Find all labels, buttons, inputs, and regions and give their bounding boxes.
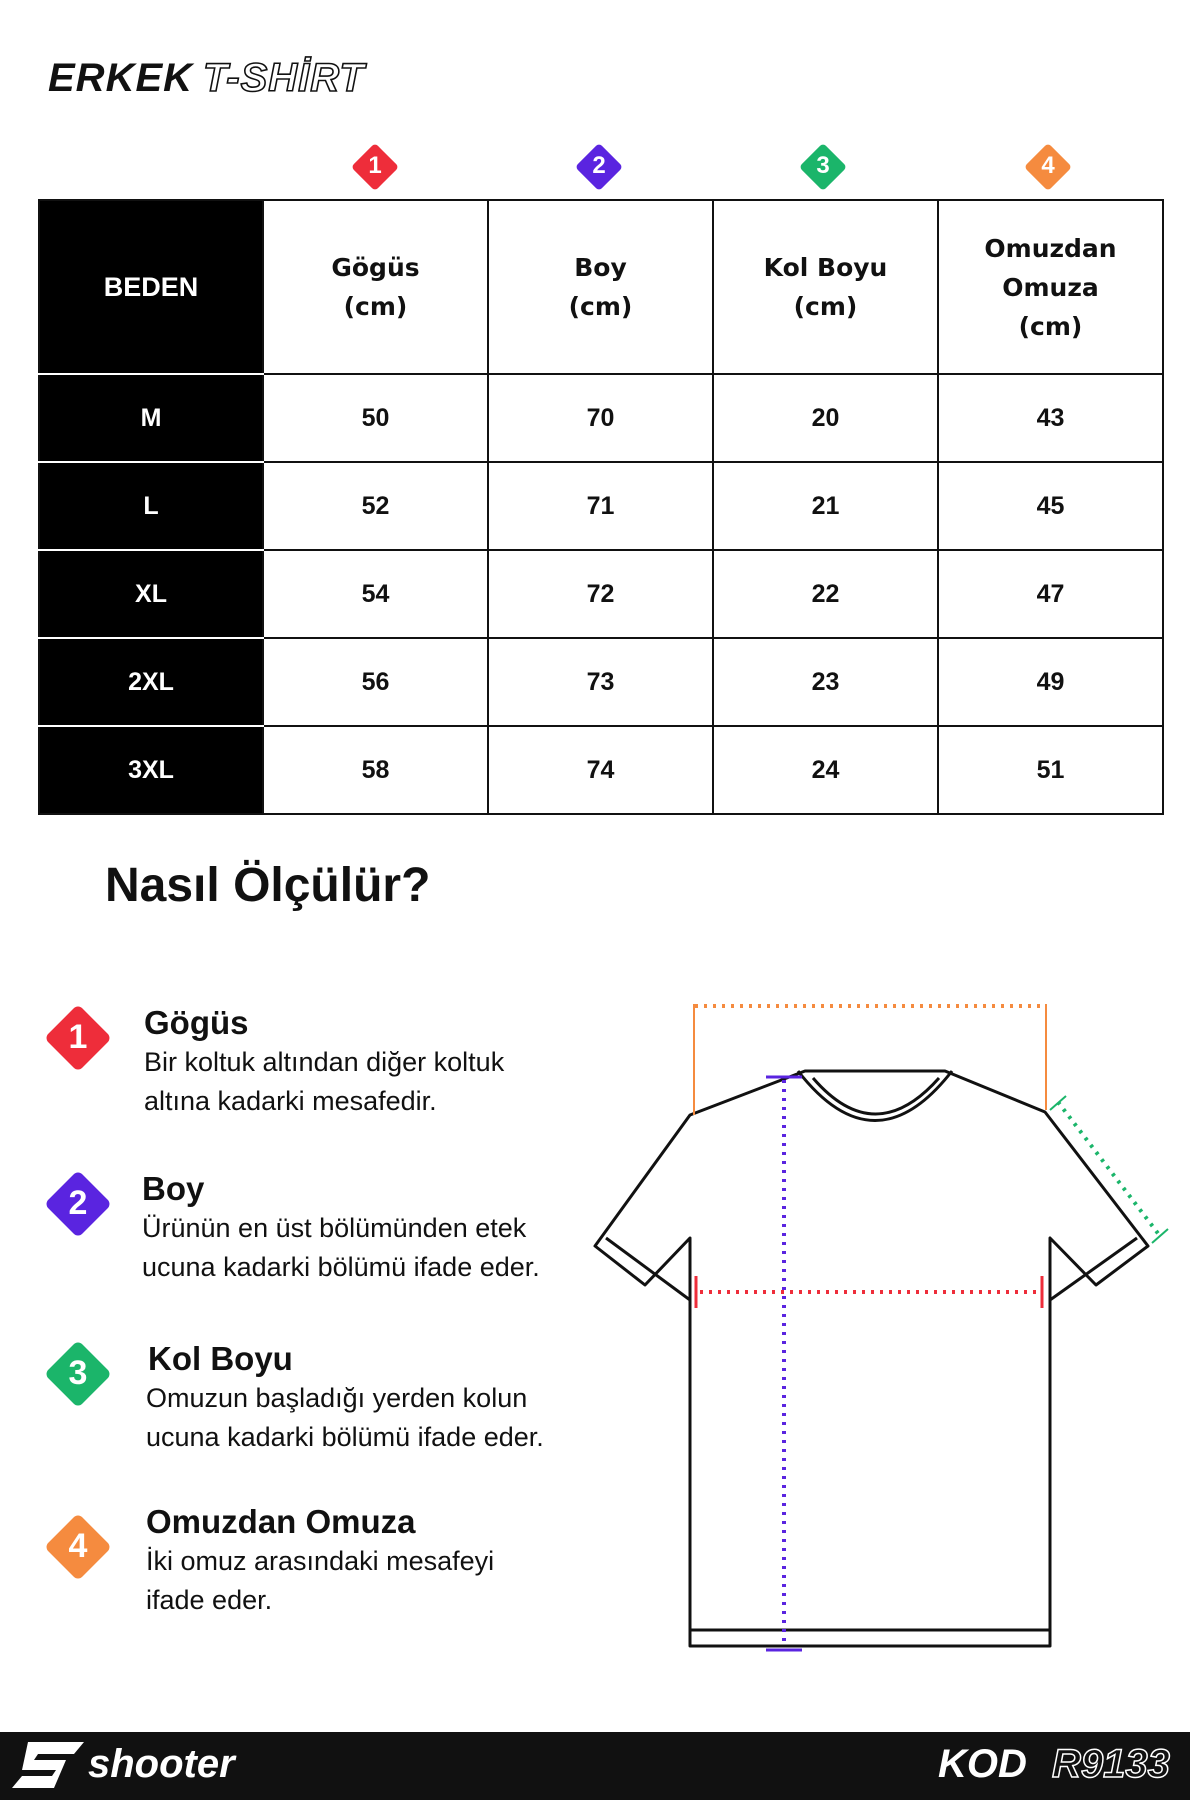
value-cell: 21 <box>713 462 938 550</box>
column-header-text: Boy <box>574 253 627 282</box>
title-outline: T-SHİRT <box>203 56 365 100</box>
value-cell: 58 <box>263 726 488 814</box>
guide-item-line: ucuna kadarki bölümü ifade eder. <box>142 1252 540 1282</box>
value-cell: 54 <box>263 550 488 638</box>
shirt-outline <box>595 1071 1148 1646</box>
sleeve-tick-top <box>1050 1096 1066 1110</box>
guide-item-line: Bir koltuk altından diğer koltuk <box>144 1047 505 1077</box>
value-cell: 70 <box>488 374 713 462</box>
value-cell: 73 <box>488 638 713 726</box>
guide-badge-num: 2 <box>68 1184 88 1222</box>
value-cell: 47 <box>938 550 1163 638</box>
beden-header: BEDEN <box>39 200 263 374</box>
column-header-unit: (cm) <box>793 292 858 321</box>
column-header-unit: (cm) <box>343 292 408 321</box>
value-cell: 22 <box>713 550 938 638</box>
column-header-unit: (cm) <box>568 292 633 321</box>
size-cell: M <box>39 374 263 462</box>
brand-name: shooter <box>88 1742 235 1786</box>
column-badge-3-num: 3 <box>816 152 830 179</box>
guide-item-line: İki omuz arasındaki mesafeyi <box>146 1546 495 1576</box>
guide-item-title: Gögüs <box>144 1004 249 1041</box>
guide-item-line: Omuzun başladığı yerden kolun <box>146 1383 528 1413</box>
value-cell: 74 <box>488 726 713 814</box>
size-cell: L <box>39 462 263 550</box>
guide-badge-num: 1 <box>68 1018 88 1056</box>
shooter-logo-icon <box>8 1738 88 1794</box>
value-cell: 45 <box>938 462 1163 550</box>
value-cell: 52 <box>263 462 488 550</box>
value-cell: 72 <box>488 550 713 638</box>
value-cell: 24 <box>713 726 938 814</box>
size-cell: 3XL <box>39 726 263 814</box>
value-cell: 20 <box>713 374 938 462</box>
guide-item-line: altına kadarki mesafedir. <box>144 1086 437 1116</box>
guide-item-title: Boy <box>142 1170 205 1207</box>
column-badge-1-num: 1 <box>368 152 382 179</box>
column-header-text: Kol Boyu <box>763 253 888 282</box>
guide-item-line: ifade eder. <box>146 1585 273 1615</box>
how-to-measure-title: Nasıl Ölçülür? <box>105 859 431 912</box>
size-cell: XL <box>39 550 263 638</box>
column-badge-4-num: 4 <box>1041 152 1055 179</box>
value-cell: 23 <box>713 638 938 726</box>
title-bold: ERKEK <box>48 56 194 100</box>
footer-bar <box>0 1732 1190 1800</box>
value-cell: 56 <box>263 638 488 726</box>
column-header-text: Omuza <box>1002 272 1099 302</box>
value-cell: 71 <box>488 462 713 550</box>
kod-label: KOD <box>938 1742 1027 1786</box>
value-cell: 51 <box>938 726 1163 814</box>
value-cell: 50 <box>263 374 488 462</box>
value-cell: 49 <box>938 638 1163 726</box>
value-cell: 43 <box>938 374 1163 462</box>
guide-item-line: Ürünün en üst bölümünden etek <box>142 1213 527 1243</box>
guide-badge-num: 3 <box>68 1354 88 1392</box>
column-header-text: Gögüs <box>331 253 420 282</box>
column-header-unit: (cm) <box>1018 311 1083 341</box>
column-badge-2-num: 2 <box>592 152 606 179</box>
guide-item-line: ucuna kadarki bölümü ifade eder. <box>146 1422 544 1452</box>
column-header-text: Omuzdan <box>984 233 1117 263</box>
size-cell: 2XL <box>39 638 263 726</box>
guide-item-title: Omuzdan Omuza <box>146 1503 416 1540</box>
kod-value: R9133 <box>1052 1742 1170 1786</box>
guide-badge-num: 4 <box>68 1527 88 1565</box>
guide-item-title: Kol Boyu <box>148 1340 293 1377</box>
sleeve-tick-bottom <box>1152 1229 1168 1243</box>
